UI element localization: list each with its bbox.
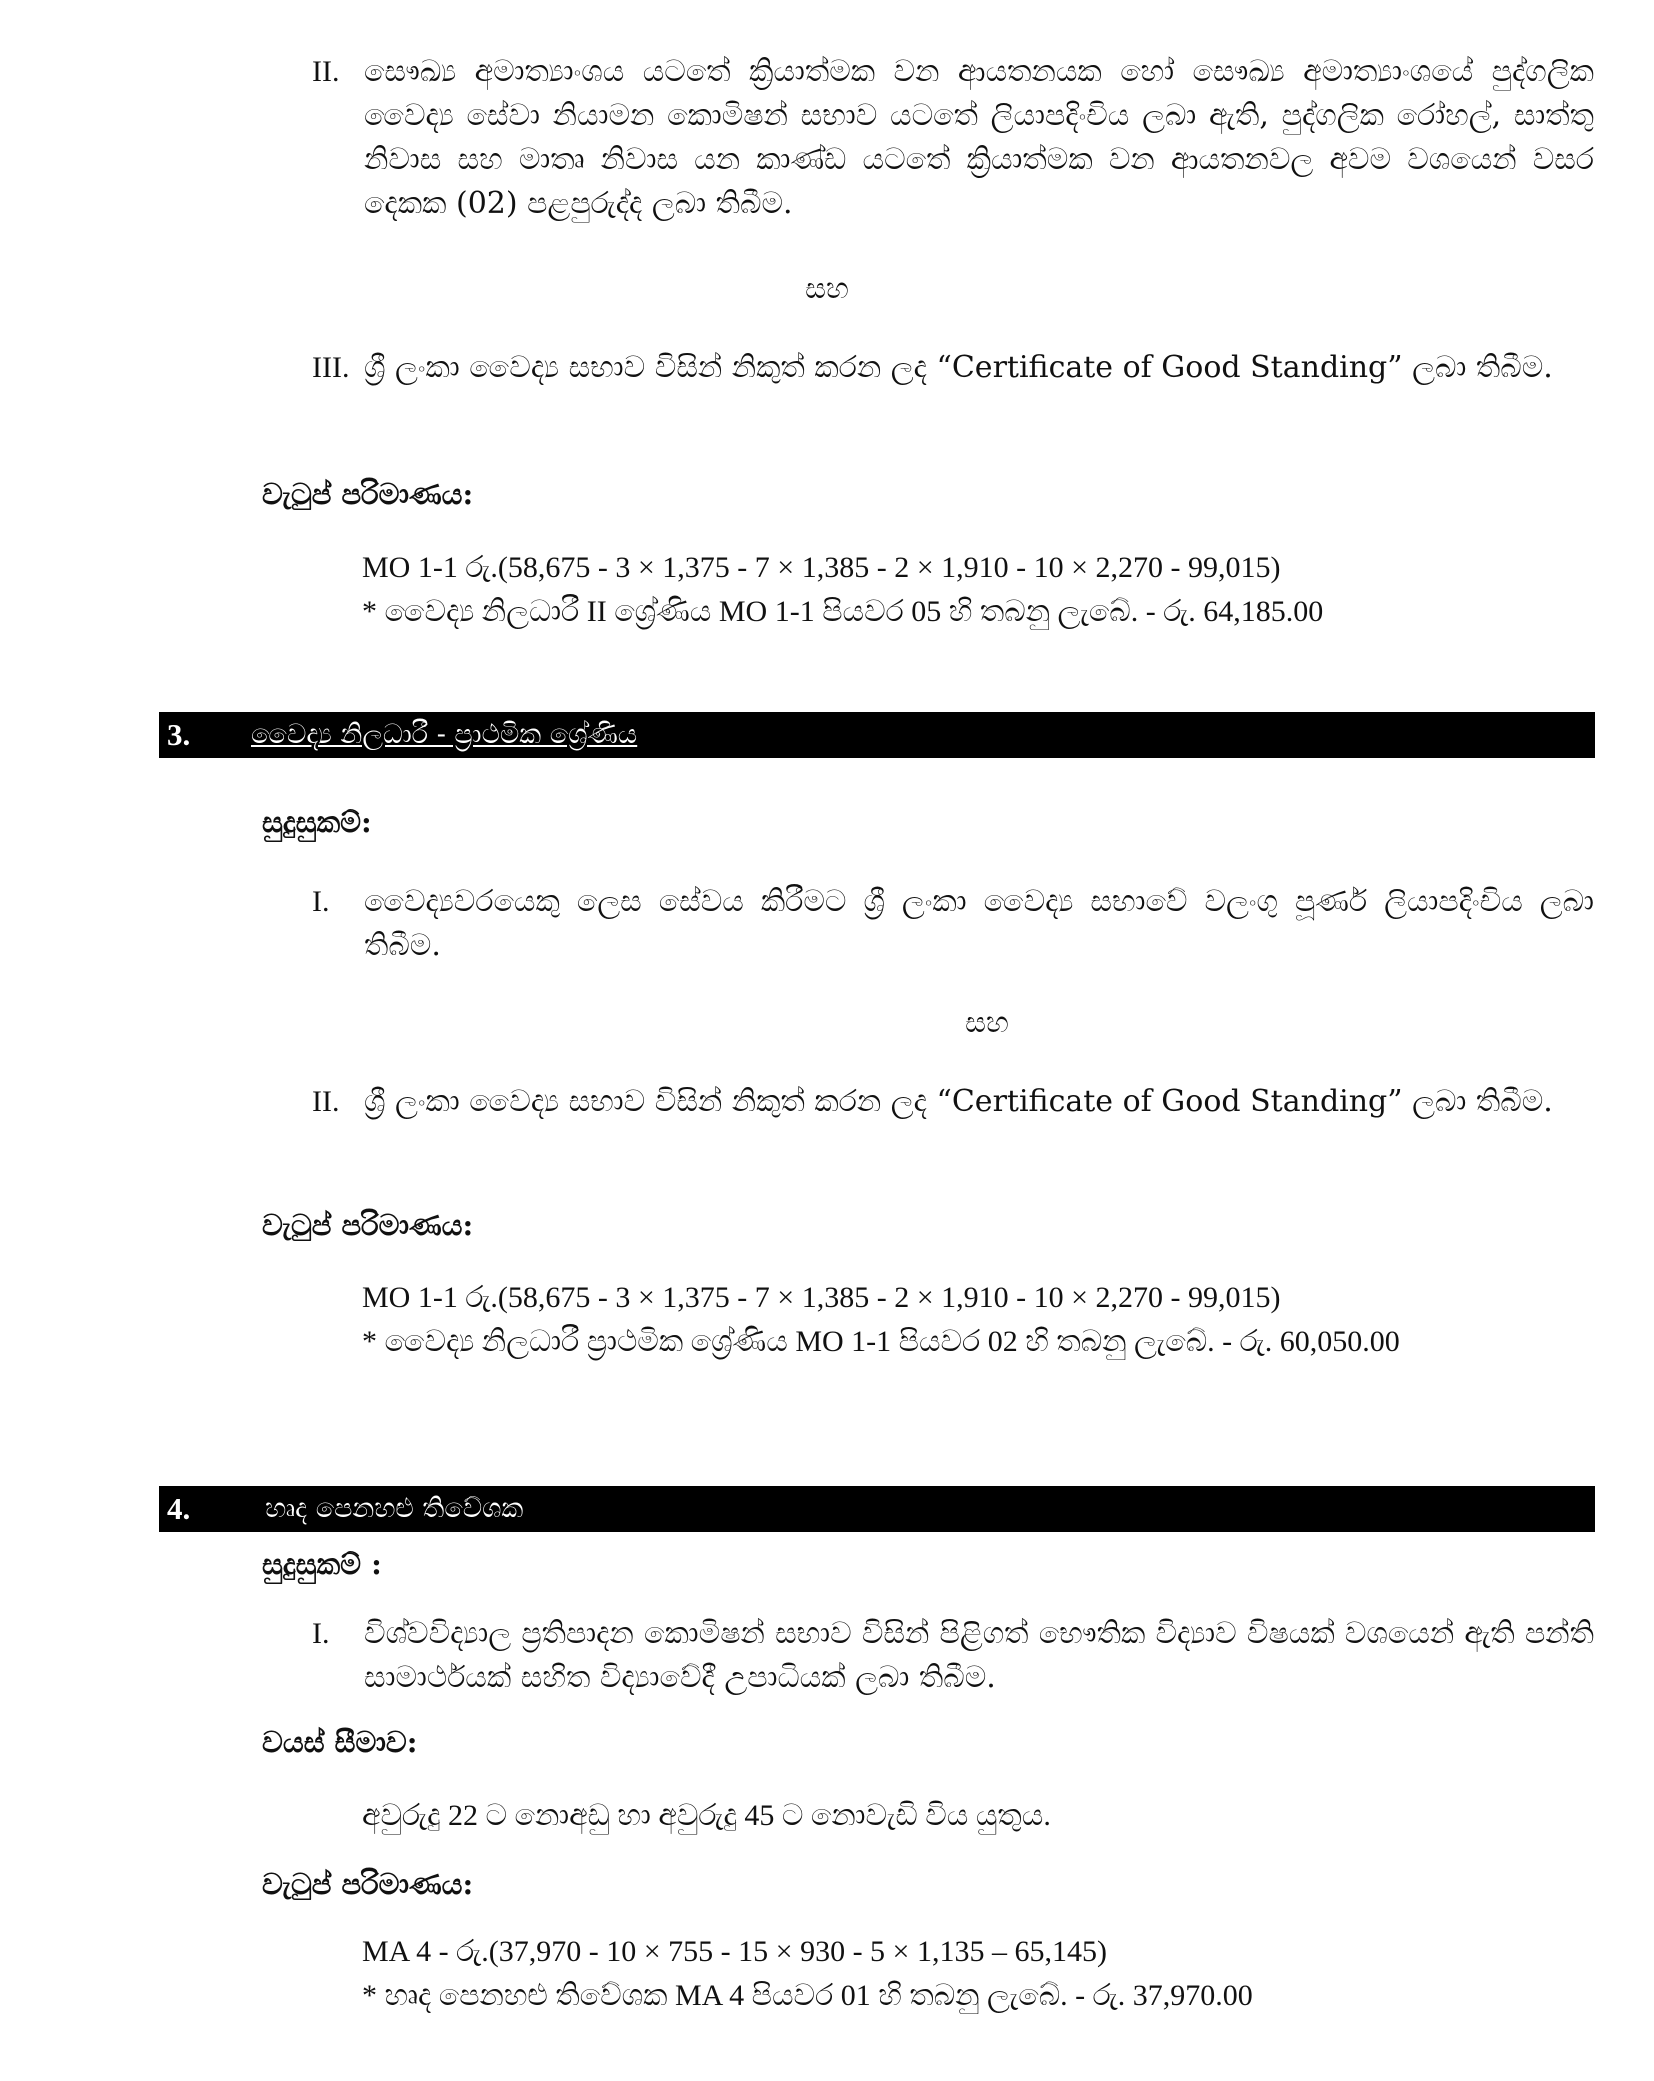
item-number: I. [312,1617,330,1650]
item-text: සෞඛ්‍ය අමාත්‍යාංශය යටතේ ක්‍රියාත්මක වන ආයතනයක හෝ සෞඛ්‍ය අමාත්‍යාංශයේ පුද්ගලික වෛද්‍ය සේවා නියාමන කොමිෂන් සභාව යටතේ ලියාපදිංචිය ලබා ඇති, පුද්ගලික රෝහල්, සාත්තු නිවාස සහ මාතෘ නිවාස යන කාණ්ඩ යටතේ ක්‍රියාත්මක වන ආයතනවල අවම වශයෙන් වසර දෙකක (02) පළපුරුද්ද ලබා තිබීම. [364,54,1594,221]
section-number: 3. [167,717,191,752]
qualification-item [312,50,1594,226]
salary-note: * වෛද්‍ය නිලධාරී ප්‍රාථමික ශ්‍රේණිය MO 1-1 පියවර 02 හි තබනු ලැබේ. - රු. 60,050.00 [362,1325,1400,1358]
item-number: II. [312,1085,340,1118]
age-limit-heading: වයස් සීමාව: [262,1725,418,1759]
qualifications-heading: සුදුසුකම්: [262,805,372,839]
qualification-item [312,880,1594,968]
salary-note: * වෛද්‍ය නිලධාරී II ශ්‍රේණිය MO 1-1 පියවර 05 හි තබනු ලැබේ. - රු. 64,185.00 [362,595,1324,628]
qualification-item [312,346,1594,390]
conjunction-text: සහ [965,1005,1009,1039]
item-text: වෛද්‍යවරයෙකු ලෙස සේවය කිරීමට ශ්‍රී ලංකා වෛද්‍ය සභාවේ වලංගු පූර්ණ ලියාපදිංචිය ලබා තිබීම. [364,884,1594,963]
section-number: 4. [167,1491,191,1526]
salary-heading: වැටුප් පරිමාණය: [262,477,474,511]
item-number: III. [312,351,350,384]
section-title: හෘද පෙනහළු තිවේශක [265,1493,524,1524]
salary-heading: වැටුප් පරිමාණය: [262,1867,474,1901]
qualifications-heading: සුදුසුකම් : [262,1547,382,1581]
item-text: විශ්වවිද්‍යාල ප්‍රතිපාදන කොමිෂන් සභාව විසින් පිළිගත් භෞතික විද්‍යාව විෂයක් වශයෙන් ඇති පන්ති සාමාර්ථයක් සහිත විද්‍යාවේදී උපාධියක් ලබා තිබීම. [364,1616,1594,1695]
qualification-item [312,1612,1594,1700]
salary-scale: MO 1-1 රු.(58,675 - 3 × 1,375 - 7 × 1,385 - 2 × 1,910 - 10 × 2,270 - 99,015) [362,1281,1281,1314]
section-3-header [159,712,1595,758]
age-limit-text: අවුරුදු 22 ට නොඅඩු හා අවුරුදු 45 ට නොවැඩි විය යුතුය. [362,1799,1051,1832]
item-text: ශ්‍රී ලංකා වෛද්‍ය සභාව විසින් නිකුත් කරන ලද “Certificate of Good Standing” ලබා තිබීම. [364,350,1553,385]
qualification-item [312,1080,1594,1124]
conjunction-text: සහ [805,271,849,305]
salary-scale: MO 1-1 රු.(58,675 - 3 × 1,375 - 7 × 1,385 - 2 × 1,910 - 10 × 2,270 - 99,015) [362,551,1281,584]
salary-scale: MA 4 - රු.(37,970 - 10 × 755 - 15 × 930 - 5 × 1,135 – 65,145) [362,1935,1107,1968]
salary-note: * හෘද පෙනහළු තිවේශක MA 4 පියවර 01 හි තබනු ලැබේ. - රු. 37,970.00 [362,1979,1253,2012]
section-title: වෛද්‍ය නිලධාරී - ප්‍රාථමික ශ්‍රේණිය [251,719,638,750]
item-text: ශ්‍රී ලංකා වෛද්‍ය සභාව විසින් නිකුත් කරන ලද “Certificate of Good Standing” ලබා තිබීම. [364,1084,1553,1119]
item-number: II. [312,55,340,88]
section-4-header [159,1486,1595,1532]
item-number: I. [312,885,330,918]
salary-heading: වැටුප් පරිමාණය: [262,1208,474,1242]
